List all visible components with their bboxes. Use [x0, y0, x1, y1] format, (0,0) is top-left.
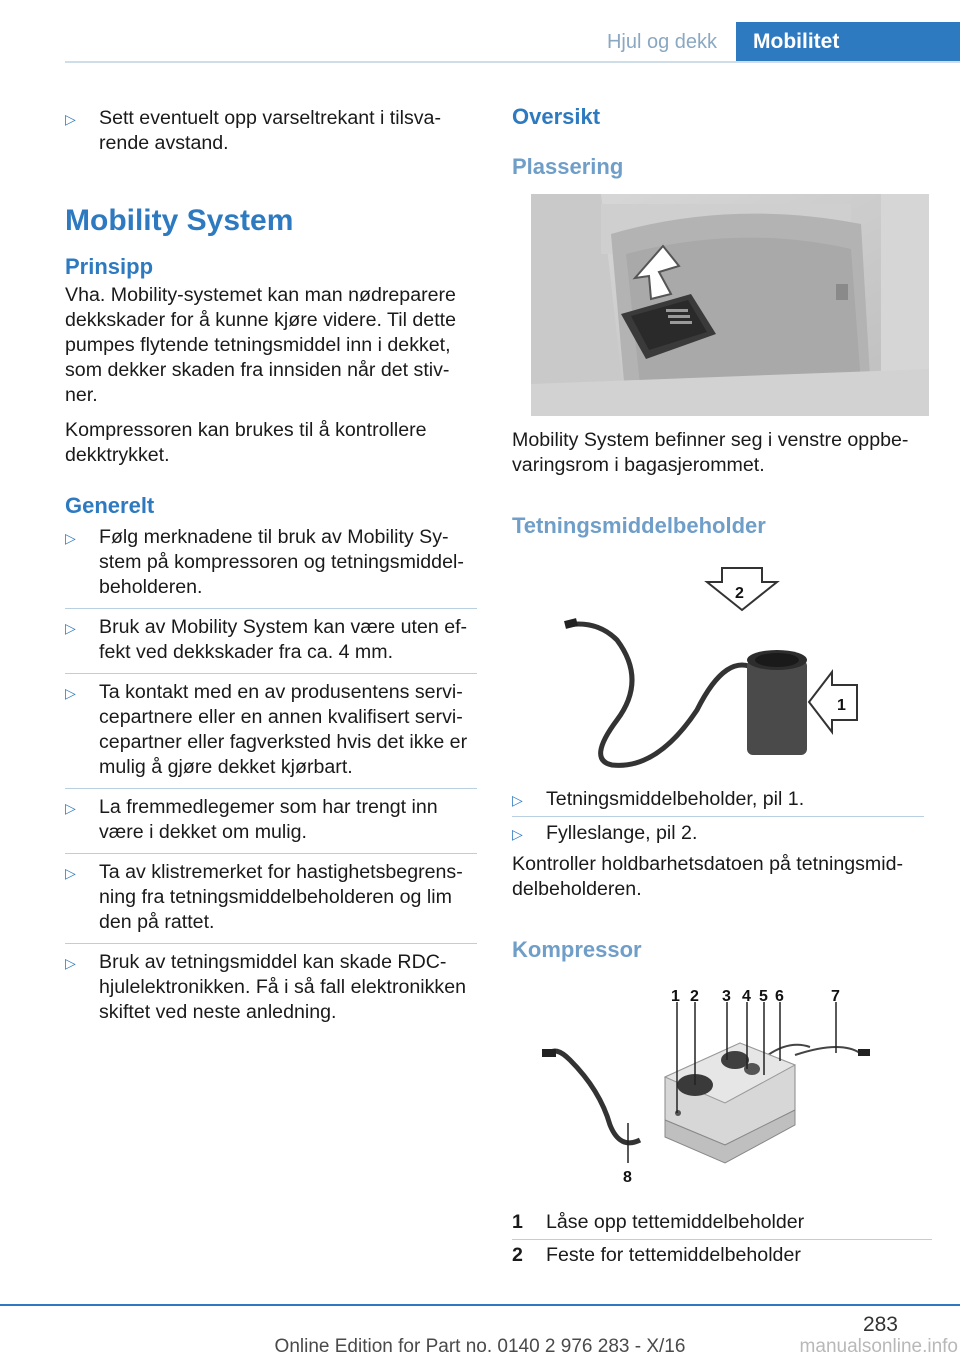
left-column [65, 106, 477, 1025]
list-divider [512, 816, 924, 817]
callout-6: 6 [775, 988, 784, 1005]
intro-bullet-text: Sett eventuelt opp varseltrekant i tilsva-rende avstand. [99, 107, 441, 154]
header-chapter-tab: Mobilitet [736, 22, 960, 62]
footer-rule [0, 1304, 960, 1306]
legend-number: 2 [512, 1244, 523, 1266]
trunk-location-photo [531, 194, 929, 416]
callout-5: 5 [759, 988, 768, 1005]
legend-number: 1 [512, 1211, 523, 1233]
legend-item [512, 1243, 932, 1268]
overview-heading: Oversikt [512, 104, 601, 129]
principle-paragraph: Vha. Mobility-systemet kan man nødreparere dekkskader for å kunne kjøre videre. Til dette pumpes flytende tetningsmiddel inn i dekket, som dekker skaden fra innsiden når det stiv-ner. [65, 284, 456, 406]
list-divider [65, 608, 477, 609]
callout-8: 8 [623, 1169, 632, 1186]
list-divider [65, 853, 477, 854]
intro-bullet [65, 106, 477, 156]
list-divider [65, 943, 477, 944]
list-item-text: Bruk av tetningsmiddel kan skade RDC-hjulelektronikken. Få i så fall elektronikken skiftet ved neste anledning. [99, 951, 467, 1023]
page-title: Mobility System [65, 204, 294, 237]
triangle-right-icon: ▷ [65, 865, 76, 881]
list-item [65, 525, 477, 600]
arrow-label-2: 2 [735, 585, 744, 602]
triangle-right-icon: ▷ [65, 800, 76, 816]
header-section-tab: Hjul og dekk [606, 31, 717, 53]
principle-heading: Prinsipp [65, 254, 154, 279]
triangle-right-icon: ▷ [512, 792, 523, 808]
list-item [65, 680, 477, 780]
callout-2: 2 [690, 988, 699, 1005]
edition-line: Online Edition for Part no. 0140 2 976 283 - X/16 [274, 1336, 686, 1357]
list-item-text: Bruk av Mobility System kan være uten ef-fekt ved dekkskader fra ca. 4 mm. [99, 616, 468, 663]
list-item [512, 787, 924, 812]
triangle-right-icon: ▷ [65, 685, 76, 701]
legend-item [512, 1210, 932, 1235]
list-item-text: Tetningsmiddelbeholder, pil 1. [546, 788, 805, 810]
callout-1: 1 [671, 988, 680, 1005]
compressor-heading: Kompressor [512, 937, 642, 962]
triangle-right-icon: ▷ [65, 111, 76, 127]
list-item [65, 795, 477, 845]
container-heading: Tetningsmiddelbeholder [512, 513, 766, 538]
list-item [65, 615, 477, 665]
list-divider [512, 1239, 932, 1240]
triangle-right-icon: ▷ [512, 826, 523, 842]
compressor-illustration [540, 985, 870, 1190]
compressor-legend [512, 1210, 932, 1268]
list-item-text: Ta kontakt med en av produsentens servi-cepartnere eller en annen kvalifisert servi-cepartner eller fagverksted hvis det ikke er mulig å gjøre dekket kjørbart. [99, 681, 468, 778]
list-item-text: Ta av klistremerket for hastighetsbegrens-ning fra tetningsmiddelbeholderen og lim den på rattet. [99, 861, 463, 933]
header-rule [65, 61, 960, 63]
list-item-text: Følg merknadene til bruk av Mobility Sy-stem på kompressoren og tetningsmiddel-beholderen. [99, 526, 464, 598]
container-text: Kontroller holdbarhetsdatoen på tetningsmid-delbeholderen. [512, 853, 904, 900]
watermark: manualsonline.info [799, 1336, 958, 1357]
callout-7: 7 [831, 988, 840, 1005]
list-divider [65, 788, 477, 789]
sealant-container-illustration [557, 560, 867, 770]
container-bullet-list [512, 787, 924, 846]
legend-label: Feste for tettemiddelbeholder [546, 1244, 801, 1266]
list-item [65, 950, 477, 1025]
list-item [65, 860, 477, 935]
list-divider [65, 673, 477, 674]
triangle-right-icon: ▷ [65, 530, 76, 546]
principle-paragraph-2: Kompressoren kan brukes til å kontrollere dekktrykket. [65, 419, 427, 466]
callout-4: 4 [742, 988, 751, 1005]
location-heading: Plassering [512, 154, 624, 179]
general-bullet-list [65, 525, 477, 1025]
list-item-text: Fylleslange, pil 2. [546, 822, 698, 844]
legend-label: Låse opp tettemiddelbeholder [546, 1211, 805, 1233]
callout-3: 3 [722, 988, 731, 1005]
location-text: Mobility System befinner seg i venstre oppbe-varingsrom i bagasjerommet. [512, 429, 909, 476]
list-item-text: La fremmedlegemer som har trengt inn være i dekket om mulig. [99, 796, 438, 843]
page-number: 283 [862, 1313, 898, 1336]
triangle-right-icon: ▷ [65, 955, 76, 971]
general-heading: Generelt [65, 493, 155, 518]
triangle-right-icon: ▷ [65, 620, 76, 636]
arrow-label-1: 1 [837, 697, 846, 714]
list-item [512, 821, 924, 846]
